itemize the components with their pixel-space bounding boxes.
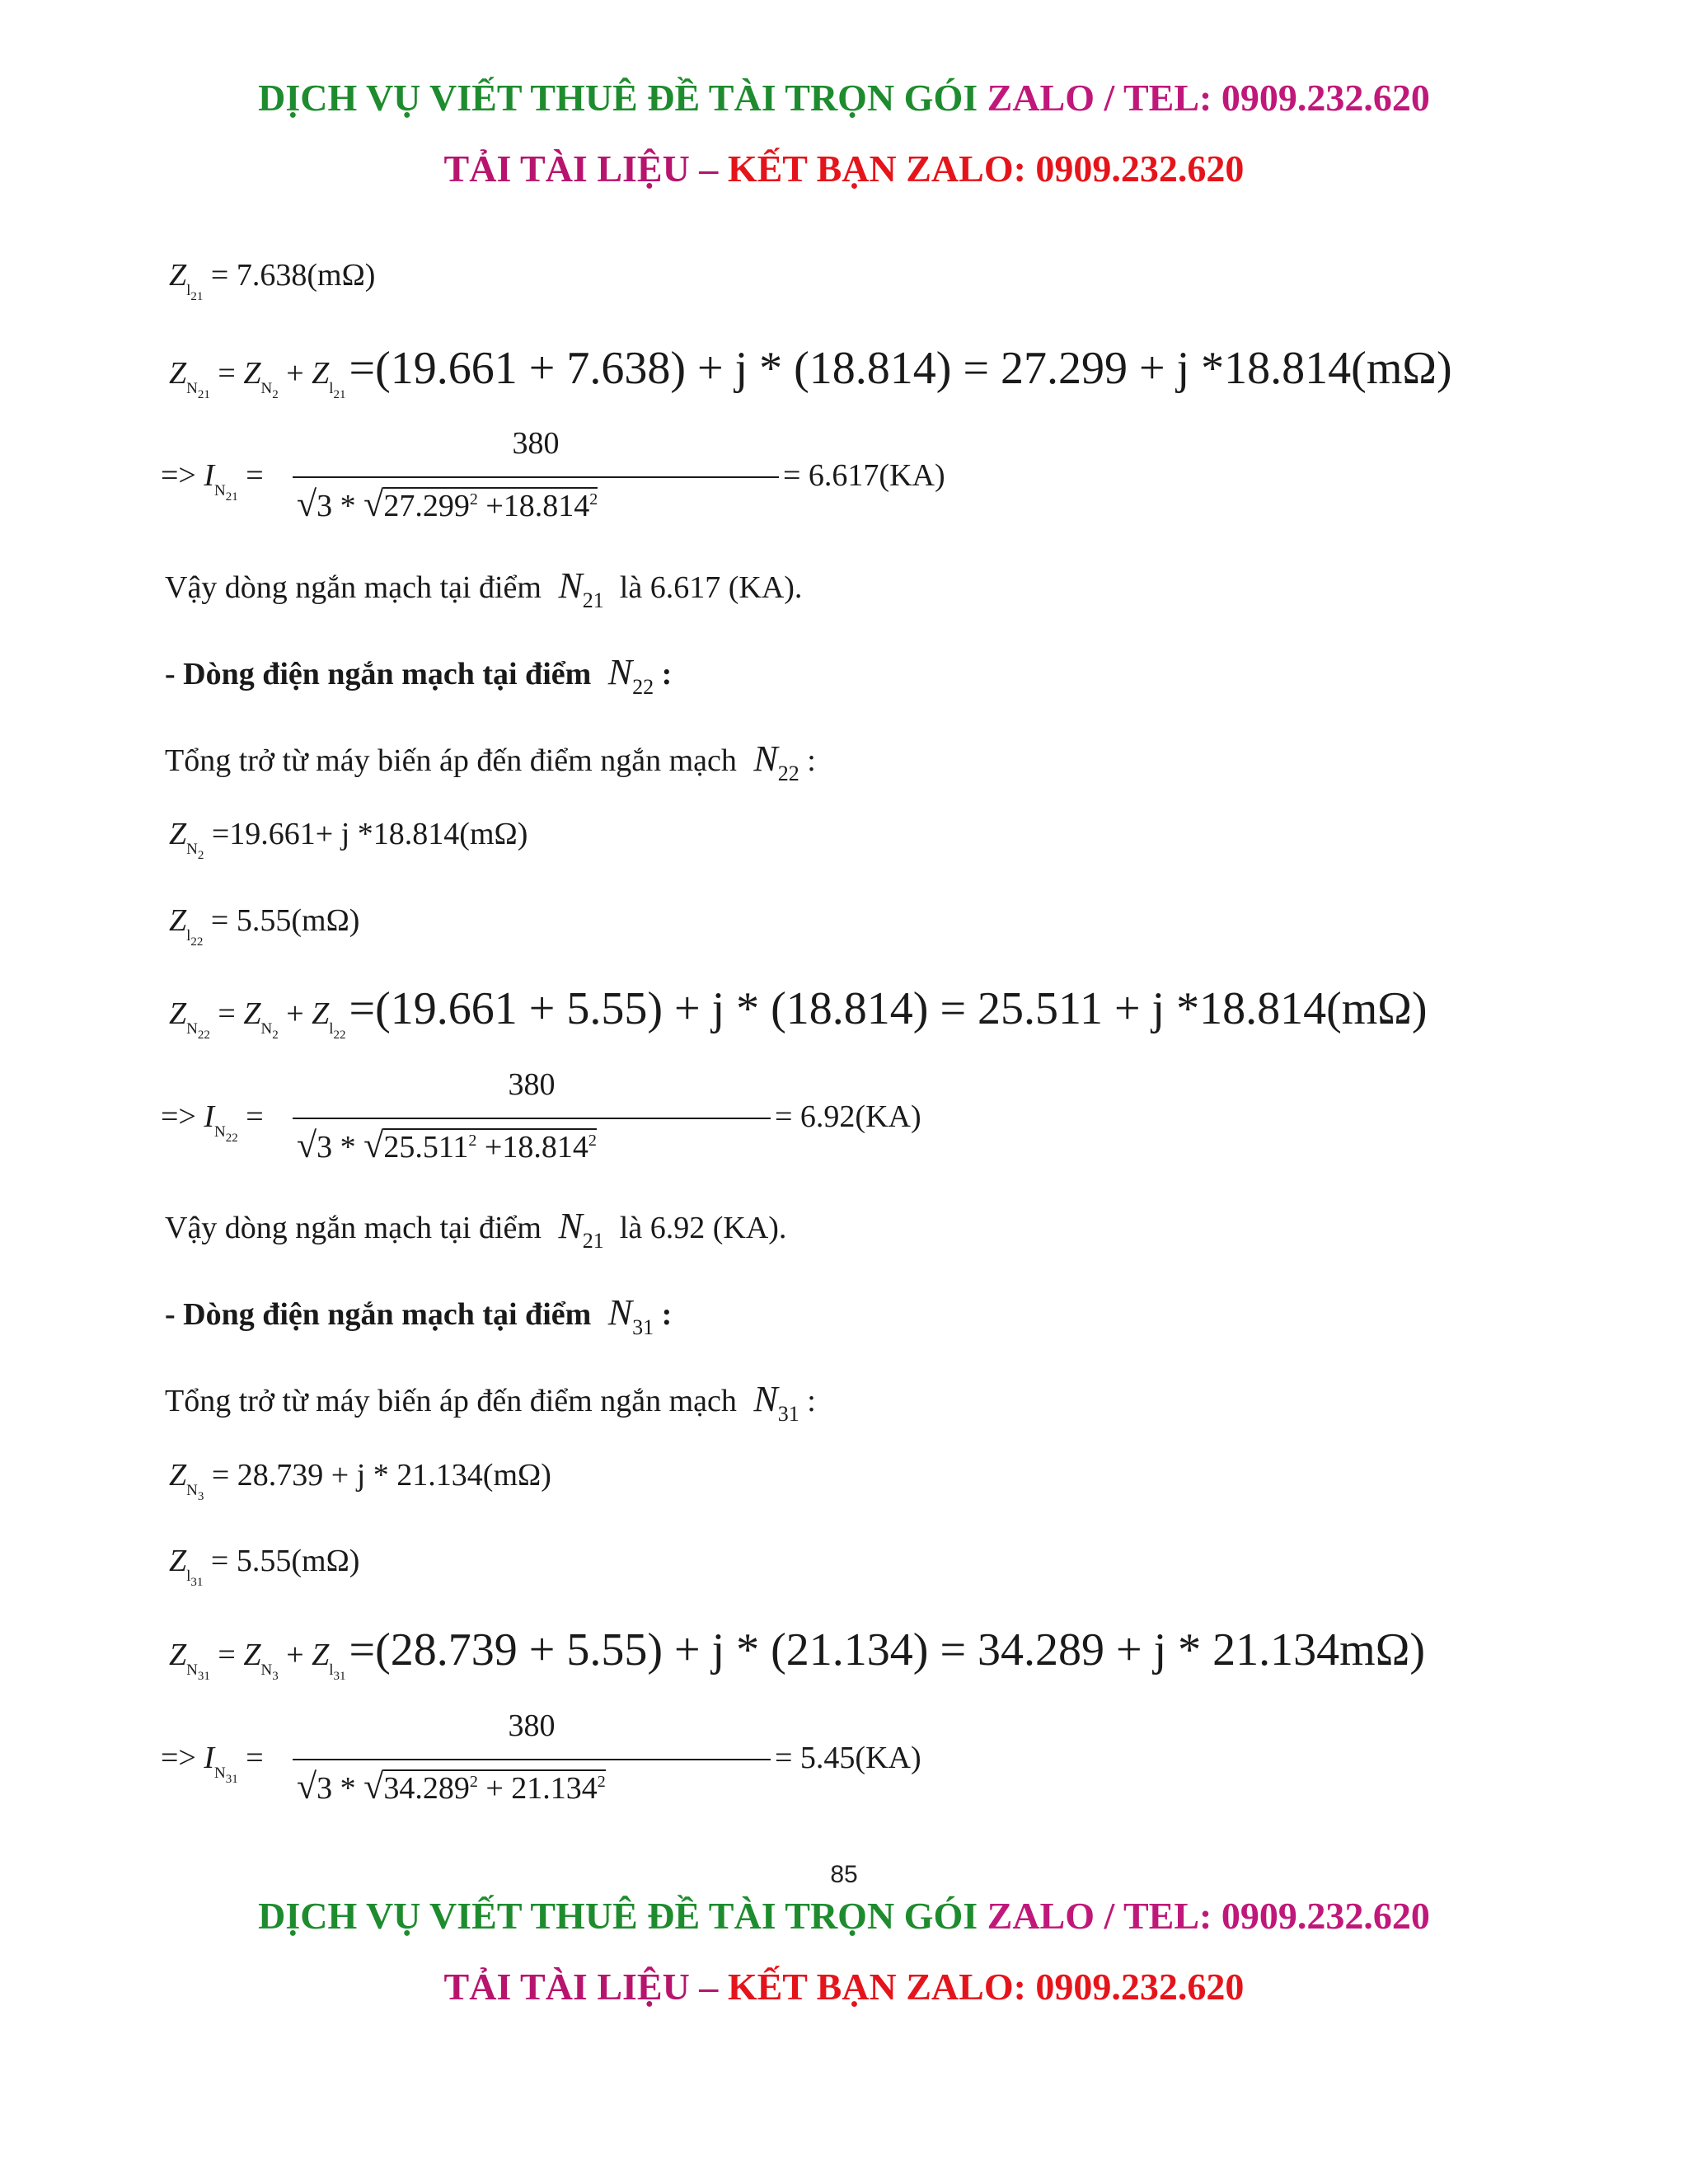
zn21-sum: =(19.661 + 7.638) + j * (18.814) = 27.299 + j *18.814(mΩ) <box>349 343 1452 394</box>
zl22-equation: $Z_{l_{22}} = 5.55(m\Omega)$ <box>169 903 360 949</box>
zl22-value: = 5.55(mΩ) <box>210 903 360 938</box>
in22-result: = 6.92(KA) <box>775 1099 921 1134</box>
in21-fraction-bar <box>293 476 779 478</box>
in31-numerator: 380 <box>508 1708 556 1743</box>
n31-intro: Tổng trở từ máy biến áp đến điểm ngắn mạch $N_{31}$ : <box>165 1379 816 1426</box>
zn21-equation: $Z_{N_{21}} = Z_{N_2} + Z_{l_{21}} =(19.661 + 7.638) + j * (18.814) = 27.299 + j$ *18.814(mΩ) <box>169 343 1452 401</box>
footer-zalo-text: KẾT BẠN ZALO: 0909.232.620 <box>727 1966 1245 2008</box>
zn31-sum: =(28.739 + 5.55) + j * (21.134) = 34.289 + j * 21.134mΩ) <box>349 1624 1425 1675</box>
n22-intro: Tổng trở từ máy biến áp đến điểm ngắn mạch $N_{22}$ : <box>165 738 816 785</box>
zn2-equation: $Z_{N_2} =19.661+ j$ *18.814(mΩ) <box>169 817 528 862</box>
zn3-equation: $Z_{N_3} = 28.739 + j * 21.134(m\Omega)$ <box>169 1458 551 1503</box>
in22-numerator: 380 <box>508 1067 556 1102</box>
in31-formula: => $I_{N_{31}}$ = 380 $√3 * √34.289^2 + 21.134^2$ = 5.45(KA) <box>161 1708 921 1807</box>
zl21-value: = 7.638(mΩ) <box>210 258 376 293</box>
zl31-equation: $Z_{l_{31}} = 5.55(m\Omega)$ <box>169 1544 360 1589</box>
zn2-value: =19.661+ j *18.814(mΩ) <box>211 817 528 851</box>
in22-denominator: $√3 * √25.511^2 +18.814^2$ <box>297 1125 597 1165</box>
zn3-value: = 28.739 + j * 21.134(mΩ) <box>211 1458 551 1493</box>
in21-result: = 6.617(KA) <box>783 458 945 493</box>
zl31-value: = 5.55(mΩ) <box>210 1544 360 1578</box>
in31-denominator: $√3 * √34.289^2 + 21.134^2$ <box>297 1766 606 1807</box>
footer-service-text: DỊCH VỤ VIẾT THUÊ ĐỀ TÀI TRỌN GÓI <box>258 1895 978 1937</box>
n22-heading: - Dòng điện ngắn mạch tại điểm $N_{22}$ : <box>165 652 673 699</box>
footer-download-text: TẢI TÀI LIỆU – <box>443 1966 719 2008</box>
footer-phone-text: ZALO / TEL: 0909.232.620 <box>987 1895 1430 1937</box>
n31-heading: - Dòng điện ngắn mạch tại điểm $N_{31}$ : <box>165 1292 673 1339</box>
header-line-1 <box>0 76 1688 120</box>
header-zalo-text: KẾT BẠN ZALO: 0909.232.620 <box>727 148 1245 190</box>
header-line-2 <box>0 147 1688 190</box>
n22-conclusion: Vậy dòng ngắn mạch tại điểm $N_{21}$ là 6.92 (KA). <box>165 1206 787 1253</box>
zn31-equation: $Z_{N_{31}} = Z_{N_3} + Z_{l_{31}} =(28.739 + 5.55) + j * (21.134) = 34.289 + j * 21.134m\Omega$) <box>169 1624 1425 1683</box>
header-download-text: TẢI TÀI LIỆU – <box>443 148 719 190</box>
footer-line-1 <box>0 1894 1688 1938</box>
in31-fraction-bar <box>293 1759 771 1760</box>
in21-denominator: $√3 * √27.299^2 +18.814^2$ <box>297 484 598 524</box>
footer-line-2 <box>0 1965 1688 2008</box>
in22-formula: => $I_{N_{22}}$ = 380 $√3 * √25.511^2 +18.814^2$ = 6.92(KA) <box>161 1067 921 1165</box>
page-number: 85 <box>830 1861 858 1888</box>
in21-formula: => $I_{N_{21}}$ = 380 $√3 * √27.299^2 +18.814^2$ = 6.617(KA) <box>161 426 945 524</box>
zl21-equation: $Z_{l_{21}} = 7.638(m\Omega)$ <box>169 258 376 303</box>
in22-fraction-bar <box>293 1118 771 1119</box>
zn22-equation: $Z_{N_{22}} = Z_{N_2} + Z_{l_{22}} =(19.661 + 5.55) + j * (18.814) = 25.511 + j$ *18.814(mΩ) <box>169 983 1428 1042</box>
header-service-text: DỊCH VỤ VIẾT THUÊ ĐỀ TÀI TRỌN GÓI <box>258 77 978 119</box>
zn22-sum: =(19.661 + 5.55) + j * (18.814) = 25.511 + j *18.814(mΩ) <box>349 983 1428 1034</box>
in21-numerator: 380 <box>512 426 560 461</box>
header-phone-text: ZALO / TEL: 0909.232.620 <box>987 77 1430 119</box>
in31-result: = 5.45(KA) <box>775 1741 921 1775</box>
n21-conclusion: Vậy dòng ngắn mạch tại điểm $N_{21}$ là 6.617 (KA). <box>165 565 803 612</box>
